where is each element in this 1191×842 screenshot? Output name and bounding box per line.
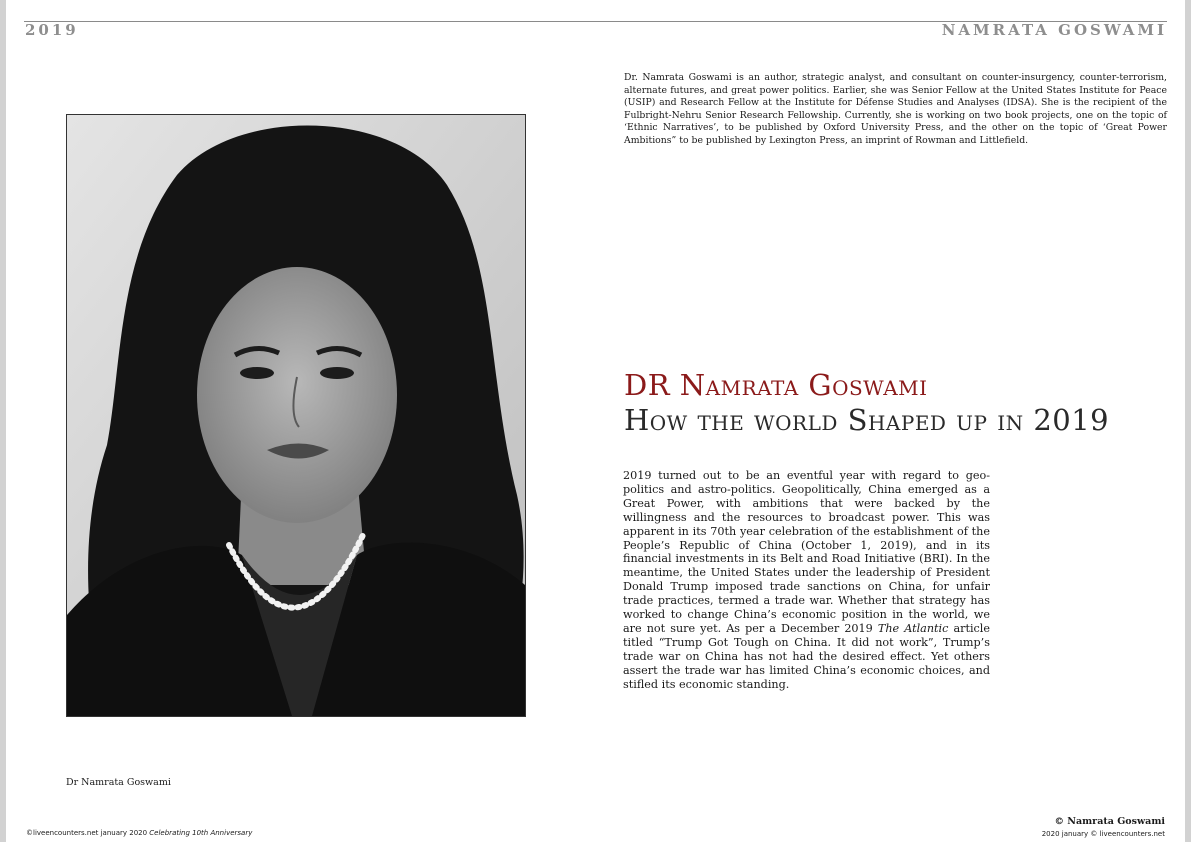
footer-copyright: © Namrata Goswami — [1054, 816, 1165, 827]
author-bio: Dr. Namrata Goswami is an author, strategic analyst, and consultant on counter-insurgency, counter-terrorism, alternate futures, and great power politics. Earlier, she was Senior Fellow at the United States Institute for Peace (USIP) and Research Fellow at the Institute for Défense Studies and Analyses (IDSA). She is the recipient of the Fulbright-Nehru Senior Research Fellowship. Currently, she is working on two book projects, one on the topic of ‘Ethnic Narratives’, to be published by Oxford University Press, and the other on the topic of ‘Great Power Ambitions” to be published by Lexington Press, an imprint of Rowman and Littlefield. — [624, 72, 1167, 146]
page-edge-left — [0, 0, 6, 842]
header-year: 2019 — [25, 21, 79, 39]
page-edge-right — [1185, 0, 1191, 842]
article-body-italic: The Atlantic — [877, 621, 949, 635]
header-author: NAMRATA GOSWAMI — [941, 21, 1167, 39]
article-body — [623, 469, 990, 692]
article-title-name: DR Namrata Goswami — [624, 368, 928, 402]
footer-right-text: 2020 january © liveencounters.net — [1041, 830, 1165, 838]
article-title-subtitle: How the world Shaped up in 2019 — [624, 403, 1110, 437]
author-photo — [66, 114, 526, 717]
photo-caption: Dr Namrata Goswami — [66, 777, 171, 788]
footer-left-text: ©liveencounters.net january 2020 — [26, 829, 150, 837]
footer-left-italic: Celebrating 10th Anniversary — [149, 829, 253, 837]
article-body-part1: 2019 turned out to be an eventful year with regard to geo-politics and astro-politics. Geopolitically, China emerged as a Great Power, with ambitions that were backed by the willingness and the resources to broadcast power. This was apparent in its 70th year celebration of the establishment of the People’s Republic of China (October 1, 2019), and in its financial investments in its Belt and Road Initiative (BRI). In the meantime, the United States under the leadership of President Donald Trump imposed trade sanctions on China, for unfair trade practices, termed a trade war. Whether that strategy has worked to change China’s economic position in the world, we are not sure yet. As per a December 2019 — [623, 469, 990, 635]
article-body-part2: article titled “Trump Got Tough on China. It did not work”, Trump’s trade war on China has not had the desired effect. Yet others assert the trade war has limited China’s economic choices, and stifled its economic standing. — [623, 621, 991, 691]
footer-left — [26, 829, 252, 837]
